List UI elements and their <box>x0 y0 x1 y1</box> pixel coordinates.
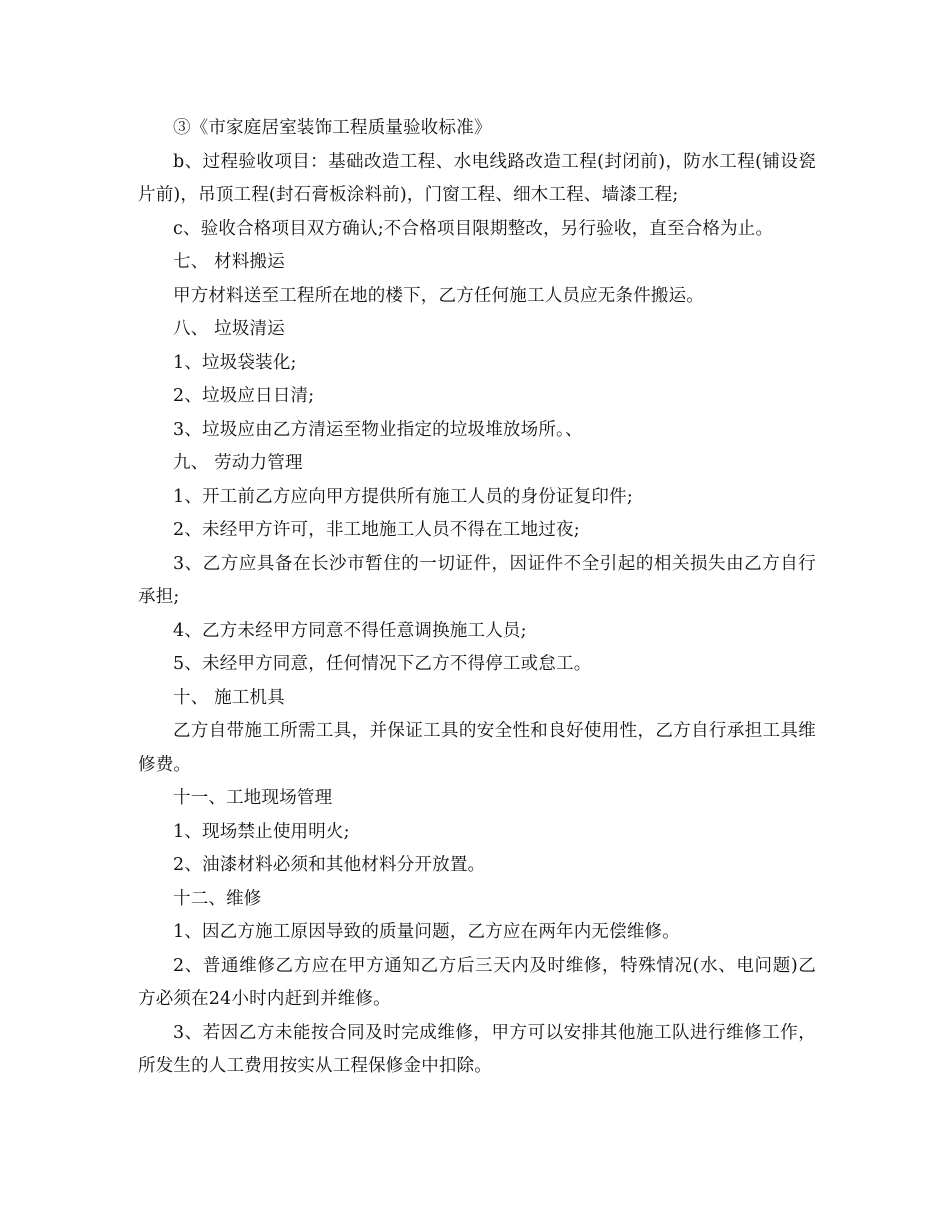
list-item: 2、普通维修乙方应在甲方通知乙方后三天内及时维修，特殊情况(水、电问题)乙方必须在24小时内赶到并维修。 <box>138 955 816 1009</box>
list-item: 5、未经甲方同意，任何情况下乙方不得停工或怠工。 <box>173 654 592 674</box>
list-item: 1、开工前乙方应向甲方提供所有施工人员的身份证复印件; <box>173 486 633 507</box>
list-item: 3、垃圾应由乙方清运至物业指定的垃圾堆放场所。、 <box>173 419 583 440</box>
section-heading-site-management: 十一、工地现场管理 <box>173 788 333 808</box>
list-item: 2、油漆材料必须和其他材料分开放置。 <box>173 855 486 875</box>
section-heading-waste-removal: 八、 垃圾清运 <box>173 319 285 339</box>
section-heading-material-transport: 七、 材料搬运 <box>173 252 285 272</box>
list-item: 1、垃圾袋装化; <box>173 352 297 373</box>
list-item: 2、未经甲方许可，非工地施工人员不得在工地过夜; <box>173 520 580 540</box>
paragraph-acceptance-confirm: c、验收合格项目双方确认;不合格项目限期整改，另行验收，直至合格为止。 <box>173 218 774 239</box>
section-heading-construction-tools: 十、 施工机具 <box>173 687 285 708</box>
section-heading-labor-management: 九、 劳动力管理 <box>173 453 303 473</box>
list-item: 3、若因乙方未能按合同及时完成维修，甲方可以安排其他施工队进行维修工作，所发生的人工费用按实从工程保修金中扣除。 <box>138 1022 816 1076</box>
list-item: 3、乙方应具备在长沙市暂住的一切证件，因证件不全引起的相关损失由乙方自行承担; <box>138 553 816 607</box>
list-item: 2、垃圾应日日清; <box>173 386 315 406</box>
paragraph-standard: ③《市家庭居室装饰工程质量验收标准》 <box>173 118 492 138</box>
paragraph-material-transport: 甲方材料送至工程所在地的楼下，乙方任何施工人员应无条件搬运。 <box>173 285 704 306</box>
paragraph-process-acceptance: b、过程验收项目：基础改造工程、水电线路改造工程(封闭前)，防水工程(铺设瓷片前)，吊顶工程(封石膏板涂料前)，门窗工程、细木工程、墙漆工程; <box>138 151 816 205</box>
list-item: 1、现场禁止使用明火; <box>173 821 350 842</box>
section-heading-maintenance: 十二、维修 <box>173 888 262 909</box>
list-item: 4、乙方未经甲方同意不得任意调换施工人员; <box>173 620 527 641</box>
paragraph-construction-tools: 乙方自带施工所需工具，并保证工具的安全性和良好使用性，乙方自行承担工具维修费。 <box>138 721 816 775</box>
list-item: 1、因乙方施工原因导致的质量问题，乙方应在两年内无偿维修。 <box>173 922 680 942</box>
